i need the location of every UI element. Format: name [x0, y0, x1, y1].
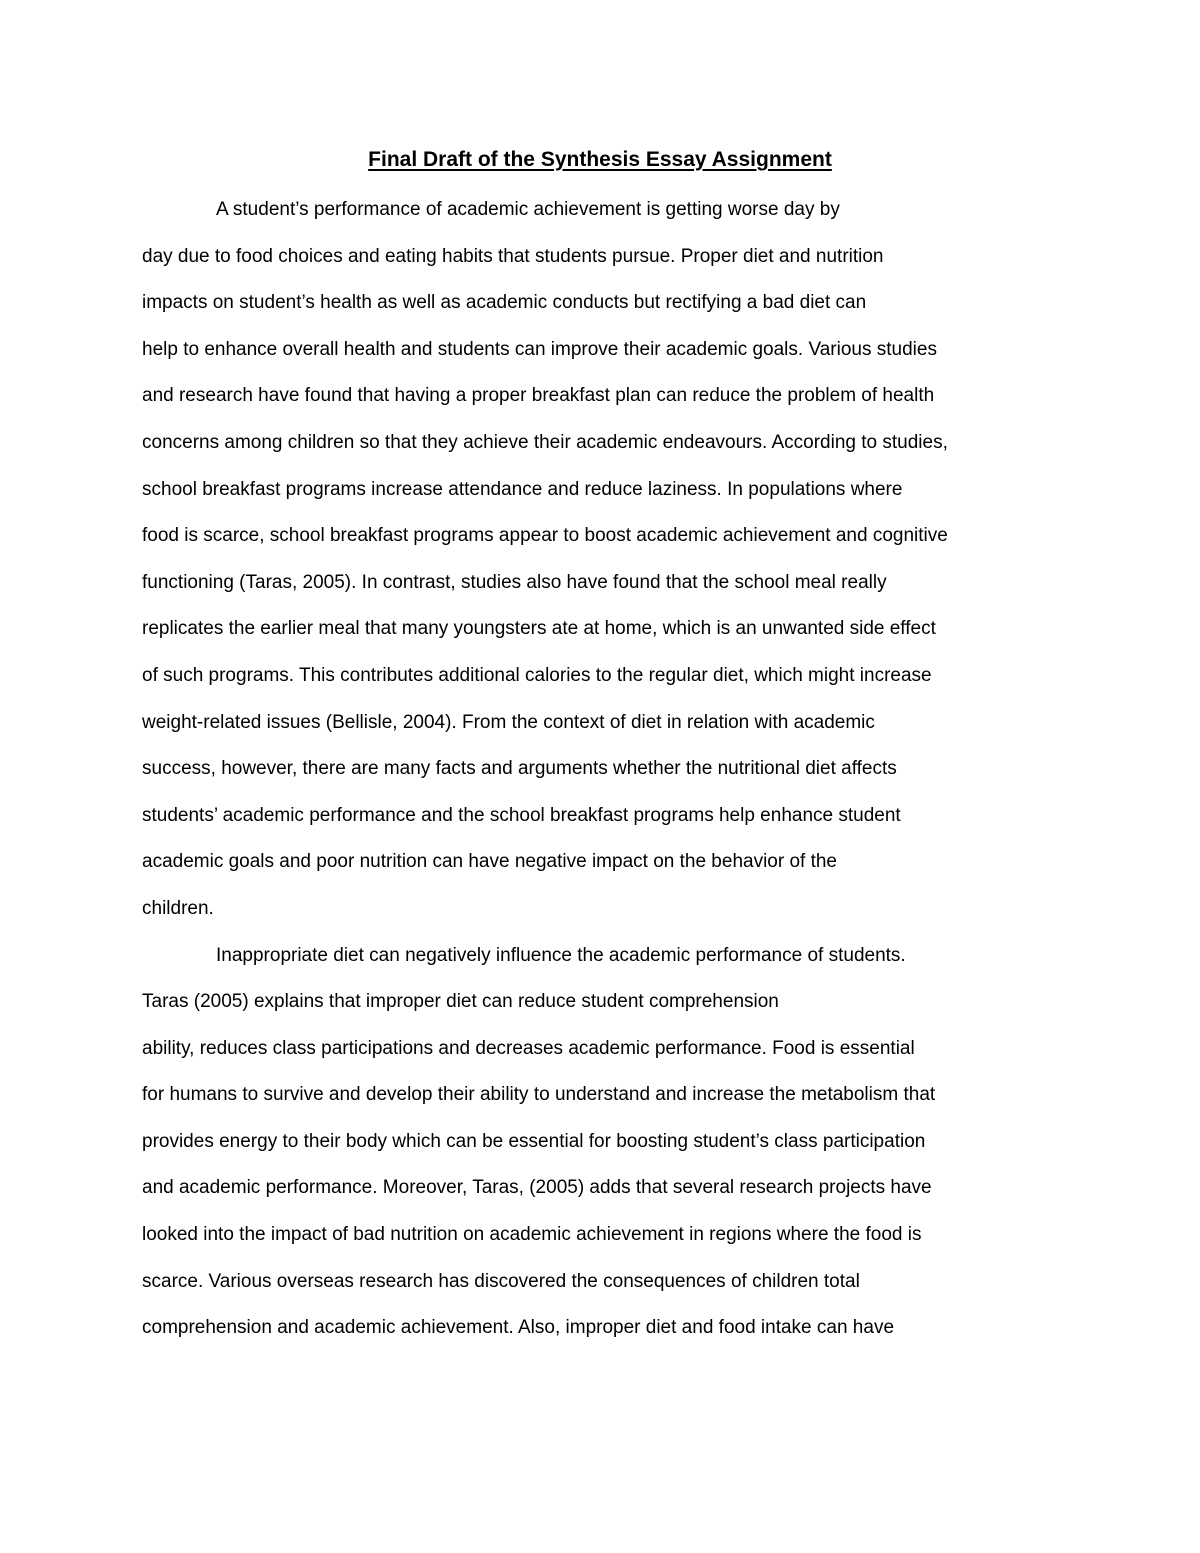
- text-line: students’ academic performance and the school breakfast programs help enhance student: [142, 804, 901, 826]
- text-line: impacts on student’s health as well as academic conducts but rectifying a bad diet can: [142, 292, 867, 314]
- text-line: scarce. Various overseas research has discovered the consequences of children total: [142, 1270, 860, 1292]
- text-line: replicates the earlier meal that many youngsters ate at home, which is an unwanted side effect: [142, 618, 936, 640]
- text-line: of such programs. This contributes additional calories to the regular diet, which might increase: [142, 664, 932, 686]
- text-line: and research have found that having a proper breakfast plan can reduce the problem of health: [142, 385, 935, 407]
- text-line: success, however, there are many facts and arguments whether the nutritional diet affects: [142, 758, 897, 780]
- text-line: food is scarce, school breakfast programs appear to boost academic achievement and cognitive: [142, 525, 948, 547]
- text-line: and academic performance. Moreover, Taras, (2005) adds that several research projects have: [142, 1177, 932, 1199]
- text-line: children.: [142, 897, 214, 919]
- text-line: help to enhance overall health and students can improve their academic goals. Various studies: [142, 338, 937, 360]
- text-line: concerns among children so that they achieve their academic endeavours. According to studies,: [142, 431, 948, 453]
- text-line: weight-related issues (Bellisle, 2004). From the context of diet in relation with academic: [142, 711, 875, 733]
- text-line: Taras (2005) explains that improper diet can reduce student comprehension: [142, 991, 779, 1013]
- text-line: day due to food choices and eating habits that students pursue. Proper diet and nutrition: [142, 245, 884, 267]
- text-line: looked into the impact of bad nutrition on academic achievement in regions where the food is: [142, 1224, 922, 1246]
- text-line: Inappropriate diet can negatively influence the academic performance of students.: [216, 944, 906, 966]
- document-title: Final Draft of the Synthesis Essay Assignment: [368, 148, 832, 171]
- text-line: for humans to survive and develop their ability to understand and increase the metabolism that: [142, 1084, 936, 1106]
- text-line: academic goals and poor nutrition can have negative impact on the behavior of the: [142, 851, 838, 873]
- essay-body: [142, 193, 1062, 1358]
- text-line: school breakfast programs increase attendance and reduce laziness. In populations where: [142, 478, 903, 500]
- text-line: A student’s performance of academic achievement is getting worse day by: [216, 199, 840, 220]
- text-line: functioning (Taras, 2005). In contrast, studies also have found that the school meal really: [142, 571, 887, 593]
- text-line: provides energy to their body which can be essential for boosting student’s class participation: [142, 1130, 926, 1152]
- text-line: ability, reduces class participations and decreases academic performance. Food is essential: [142, 1037, 915, 1059]
- text-line: comprehension and academic achievement. Also, improper diet and food intake can have: [142, 1317, 895, 1339]
